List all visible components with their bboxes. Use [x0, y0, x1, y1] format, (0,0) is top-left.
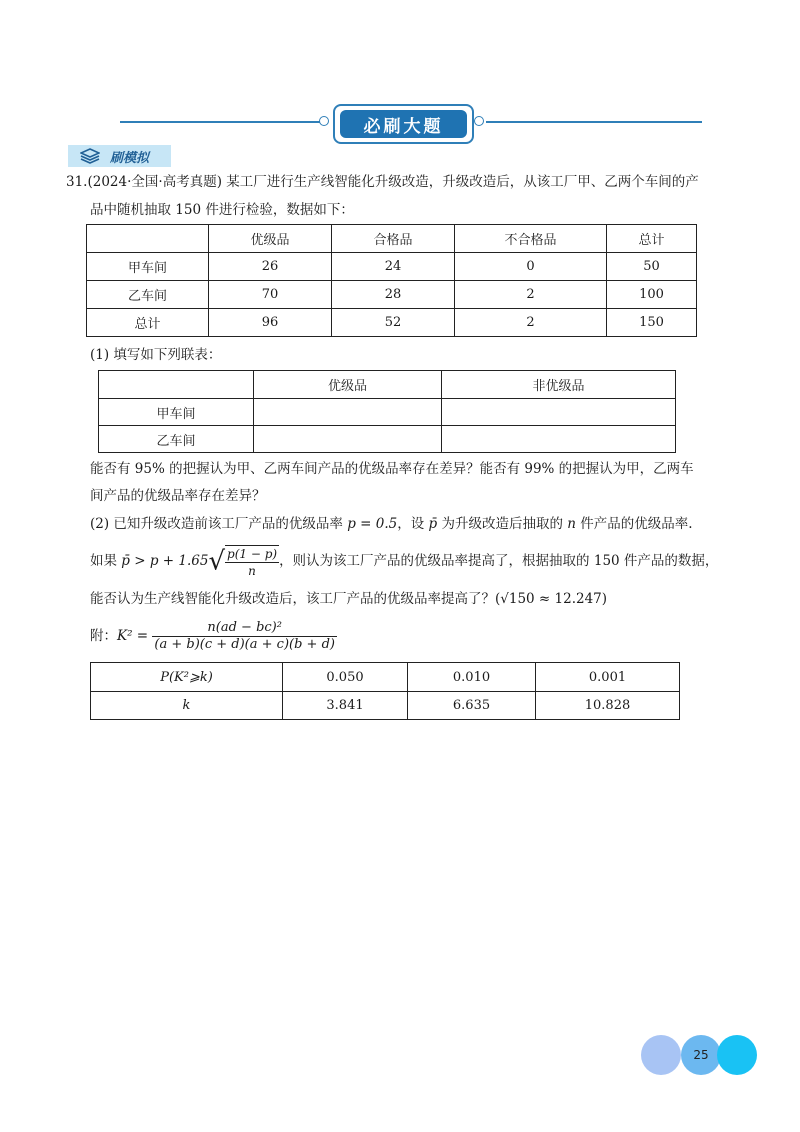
- part2-line-2: [90, 543, 718, 580]
- crit-header-cell: [91, 692, 283, 720]
- table-cell: 乙车间: [99, 426, 254, 453]
- table-cell: 100: [607, 281, 697, 309]
- banner-title: 必刷大题: [340, 110, 467, 138]
- part2-p-value: p = 0.5: [347, 516, 398, 532]
- table-cell: 150: [607, 309, 697, 337]
- part2-line-1: [90, 514, 693, 534]
- data-header-cell: [87, 225, 209, 253]
- part2-hint: (√150 ≈ 12.247): [495, 591, 608, 607]
- banner-dot-right: [474, 116, 484, 126]
- table-cell: 96: [209, 309, 332, 337]
- problem-intro: (2024·全国·高考真题) 某工厂进行生产线智能化升级改造，升级改造后，从该工厂甲、乙两个车间的产: [87, 174, 699, 190]
- banner-line-right: [486, 121, 702, 123]
- table-row: [99, 426, 676, 453]
- crit-label: k: [182, 698, 191, 713]
- critical-value-table: [90, 662, 680, 720]
- data-header-cell: 优级品: [209, 225, 332, 253]
- data-header-cell: 不合格品: [455, 225, 607, 253]
- k2-numerator: n(ad − bc)²: [152, 620, 337, 637]
- table-cell: 70: [209, 281, 332, 309]
- blank-cell: [254, 426, 442, 453]
- banner-dot-left: [319, 116, 329, 126]
- table-cell: 甲车间: [87, 253, 209, 281]
- blank-cell: [442, 426, 676, 453]
- table-cell: 0.050: [283, 663, 408, 692]
- data-header-cell: 合格品: [332, 225, 455, 253]
- table-cell: 甲车间: [99, 399, 254, 426]
- part2-n: n: [567, 516, 576, 532]
- part2-pbar: p̄: [428, 516, 438, 532]
- table-row: [87, 309, 697, 337]
- part1-question-1: 能否有 95% 的把握认为甲、乙两车间产品的优级品率存在差异？能否有 99% 的把握认为甲，乙两车: [90, 461, 694, 477]
- table-cell: 乙车间: [87, 281, 209, 309]
- page-number: 25: [693, 1048, 709, 1062]
- k2-fraction: [152, 620, 337, 653]
- table-cell: 0: [455, 253, 607, 281]
- part2-text: ，则认为该工厂产品的优级品率提高了，根据抽取的 150 件产品的数据，: [279, 553, 719, 569]
- part1-question-2: 间产品的优级品率存在差异？: [90, 488, 266, 504]
- blank-cell: [442, 399, 676, 426]
- table-cell: 0.010: [408, 663, 536, 692]
- part2-inequality: p̄ > p + 1.65: [121, 553, 209, 569]
- table-cell: 0.001: [536, 663, 680, 692]
- part2-text: 件产品的优级品率.: [575, 516, 693, 532]
- data-header-cell: 总计: [607, 225, 697, 253]
- part2-text: 如果: [90, 553, 122, 569]
- table-cell: 26: [209, 253, 332, 281]
- problem-line-2: 品中随机抽取 150 件进行检验，数据如下：: [90, 202, 354, 218]
- table-cell: 10.828: [536, 692, 680, 720]
- table-cell: 24: [332, 253, 455, 281]
- table-row: [91, 663, 680, 692]
- page-circle-left: [641, 1035, 681, 1075]
- sqrt-symbol: √: [208, 546, 226, 577]
- banner: [333, 104, 474, 144]
- layers-icon: [80, 148, 100, 164]
- table-row: [99, 399, 676, 426]
- table-cell: 50: [607, 253, 697, 281]
- part2-line-3: [90, 589, 607, 609]
- k2-denominator: (a + b)(c + d)(a + c)(b + d): [154, 637, 335, 652]
- section-tag-label: 刷模拟: [110, 150, 150, 166]
- table-cell: 2: [455, 309, 607, 337]
- table-row: [91, 692, 680, 720]
- crit-header-cell: [91, 663, 283, 692]
- page-circle-right: [717, 1035, 757, 1075]
- table-cell: 2: [455, 281, 607, 309]
- part2-text: 为升级改造后抽取的: [437, 516, 568, 532]
- part2-text: (2) 已知升级改造前该工厂产品的优级品率: [90, 516, 348, 532]
- crit-label: P(K²⩾k): [160, 669, 213, 685]
- contingency-header-cell: 优级品: [254, 371, 442, 399]
- k2-formula: [90, 617, 337, 655]
- part2-text: 能否认为生产线智能化升级改造后，该工厂产品的优级品率提高了？: [90, 591, 495, 607]
- k2-lhs: K² =: [117, 628, 149, 644]
- sqrt-fraction: [225, 545, 279, 579]
- blank-cell: [254, 399, 442, 426]
- part2-text: ，设: [397, 516, 429, 532]
- table-cell: 6.635: [408, 692, 536, 720]
- sqrt-denominator: n: [248, 563, 256, 578]
- appendix-label: 附：: [90, 628, 117, 644]
- problem-number: 31.: [66, 174, 88, 190]
- table-cell: 总计: [87, 309, 209, 337]
- table-row: [87, 281, 697, 309]
- sqrt-numerator: p(1 − p): [227, 546, 278, 561]
- contingency-header-cell: 非优级品: [442, 371, 676, 399]
- data-table: [86, 224, 697, 337]
- contingency-table: [98, 370, 676, 453]
- banner-line-left: [120, 121, 320, 123]
- table-cell: 52: [332, 309, 455, 337]
- table-row: [87, 253, 697, 281]
- table-cell: 28: [332, 281, 455, 309]
- section-tag: [68, 145, 171, 167]
- problem-line-1: [66, 172, 699, 192]
- contingency-header-cell: [99, 371, 254, 399]
- part1-title: (1) 填写如下列联表：: [90, 347, 222, 363]
- table-cell: 3.841: [283, 692, 408, 720]
